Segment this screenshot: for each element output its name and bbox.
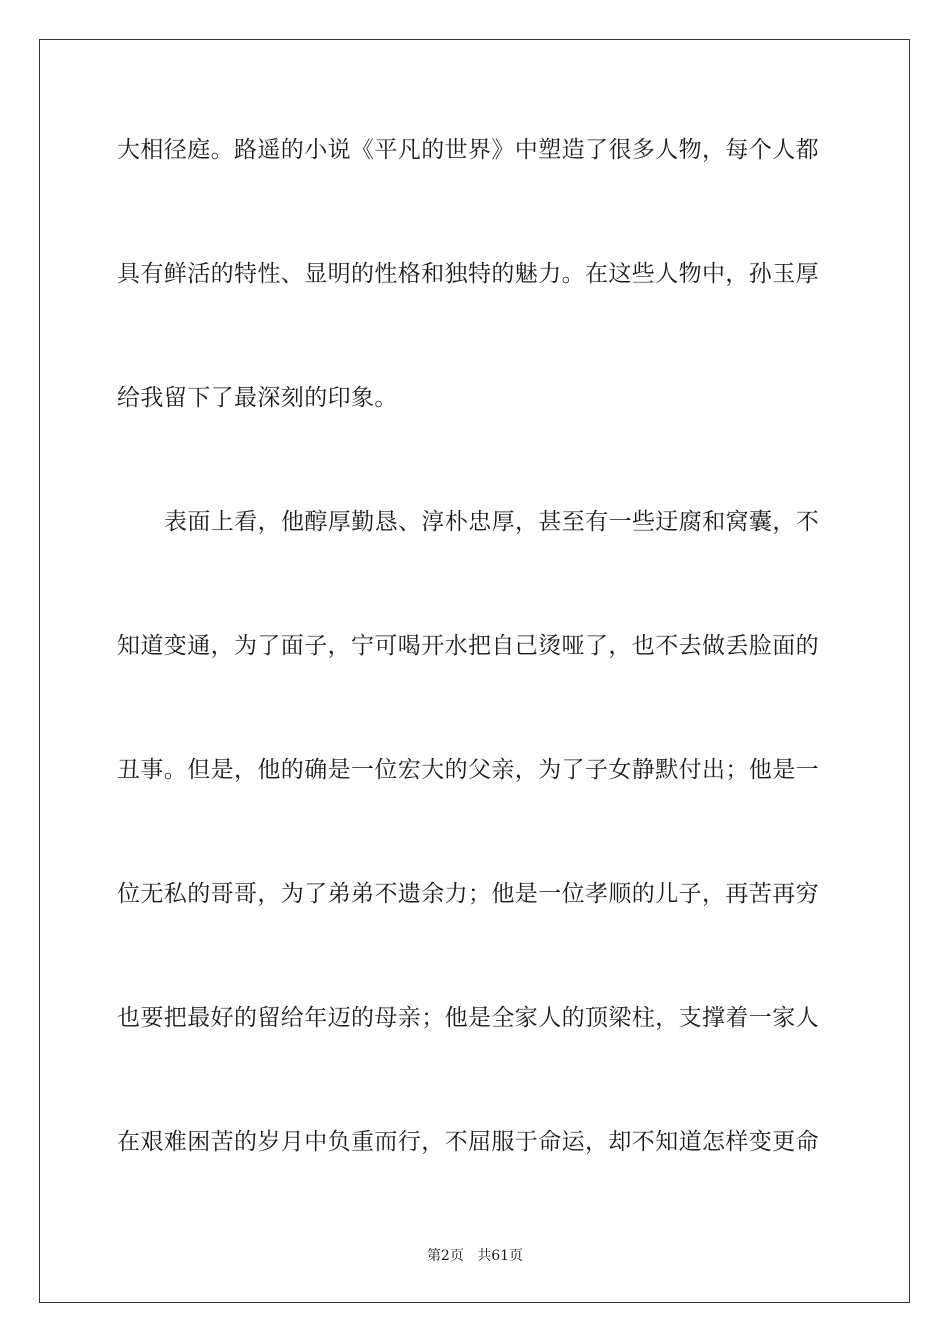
text-line: 大相径庭。路遥的小说《平凡的世界》中塑造了很多人物，每个人都 [117,137,819,163]
page-footer [0,1247,950,1265]
text-line: 给我留下了最深刻的印象。 [117,385,398,411]
page-total: 共61页 [477,1248,524,1264]
page-number: 第2页 [426,1248,464,1264]
text-line: 位无私的哥哥，为了弟弟不遗余力；他是一位孝顺的儿子，再苦再穷 [117,881,819,907]
text-line: 具有鲜活的特性、显明的性格和独特的魅力。在这些人物中，孙玉厚 [117,261,819,287]
text-line: 在艰难困苦的岁月中负重而行，不屈服于命运，却不知道怎样变更命 [117,1129,819,1155]
text-line: 知道变通，为了面子，宁可喝开水把自己烫哑了，也不去做丢脸面的 [117,633,819,659]
text-line: 也要把最好的留给年迈的母亲；他是全家人的顶梁柱，支撑着一家人 [117,1005,819,1031]
page-border [39,39,910,1303]
paragraph-first-line: 表面上看，他醇厚勤恳、淳朴忠厚，甚至有一些迂腐和窝囊，不 [164,509,820,535]
text-line: 丑事。但是，他的确是一位宏大的父亲，为了子女静默付出；他是一 [117,757,819,783]
